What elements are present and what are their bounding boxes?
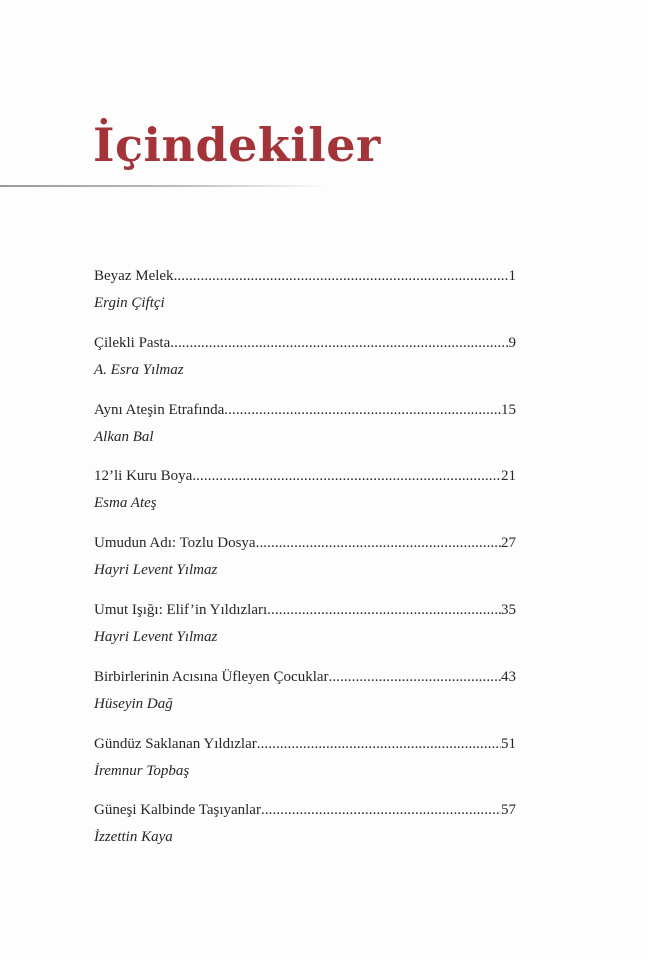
toc-entry-title: Gündüz Saklanan Yıldızlar (94, 735, 257, 752)
toc-entry-author: Ergin Çiftçi (94, 295, 165, 311)
toc-page-number: 35 (501, 601, 516, 618)
toc-entry[interactable] (94, 802, 516, 869)
toc-entry[interactable] (94, 736, 516, 803)
toc-page-number: 57 (501, 802, 516, 819)
toc-entry-author: İremnur Topbaş (94, 762, 190, 779)
toc-line (94, 802, 516, 826)
toc-entry-title: Aynı Ateşin Etrafında (94, 401, 225, 418)
toc-page-number: 1 (508, 268, 516, 284)
table-of-contents (94, 268, 516, 869)
dot-leader (329, 669, 501, 686)
toc-entry[interactable] (94, 535, 516, 602)
toc-page-number: 51 (501, 735, 516, 752)
toc-entry[interactable] (94, 602, 516, 669)
toc-entry[interactable] (94, 402, 516, 469)
toc-line (94, 268, 516, 292)
toc-line (94, 535, 516, 559)
dot-leader (174, 268, 509, 285)
toc-page-number: 15 (501, 401, 516, 418)
toc-entry[interactable] (94, 669, 516, 736)
toc-entry-author: Hüseyin Dağ (94, 695, 173, 712)
toc-entry-title: Güneşi Kalbinde Taşıyanlar (94, 802, 261, 819)
toc-entry-author: A. Esra Yılmaz (94, 361, 184, 378)
toc-entry-title: Çilekli Pasta (94, 334, 171, 351)
toc-entry[interactable] (94, 468, 516, 535)
toc-entry-title: Birbirlerinin Acısına Üfleyen Çocuklar (94, 668, 329, 685)
dot-leader (257, 736, 501, 753)
toc-line (94, 736, 516, 760)
toc-entry[interactable] (94, 268, 516, 335)
toc-line (94, 669, 516, 693)
toc-line (94, 602, 516, 626)
toc-entry-title: 12’li Kuru Boya (94, 468, 193, 485)
title-underline (0, 185, 330, 187)
dot-leader (170, 335, 508, 352)
toc-entry-author: Hayri Levent Yılmaz (94, 562, 218, 579)
dot-leader (224, 402, 501, 419)
toc-page-number: 43 (501, 668, 516, 685)
dot-leader (267, 602, 501, 619)
toc-line (94, 402, 516, 426)
page-title: İçindekiler (93, 118, 381, 172)
toc-entry-author: Hayri Levent Yılmaz (94, 628, 218, 645)
toc-page-number: 9 (508, 334, 516, 351)
toc-page-number: 27 (501, 535, 516, 552)
toc-entry-author: İzzettin Kaya (94, 829, 173, 846)
toc-entry-title: Beyaz Melek (94, 268, 174, 284)
toc-page-number: 21 (501, 468, 516, 485)
toc-entry-author: Alkan Bal (94, 428, 154, 445)
toc-line (94, 335, 516, 359)
toc-entry-title: Umudun Adı: Tozlu Dosya (94, 535, 256, 552)
dot-leader (261, 802, 501, 819)
toc-entry[interactable] (94, 335, 516, 402)
dot-leader (256, 535, 501, 552)
dot-leader (192, 468, 501, 485)
toc-entry-author: Esma Ateş (94, 495, 157, 512)
toc-entry-title: Umut Işığı: Elif’in Yıldızları (94, 601, 268, 618)
toc-line (94, 468, 516, 492)
